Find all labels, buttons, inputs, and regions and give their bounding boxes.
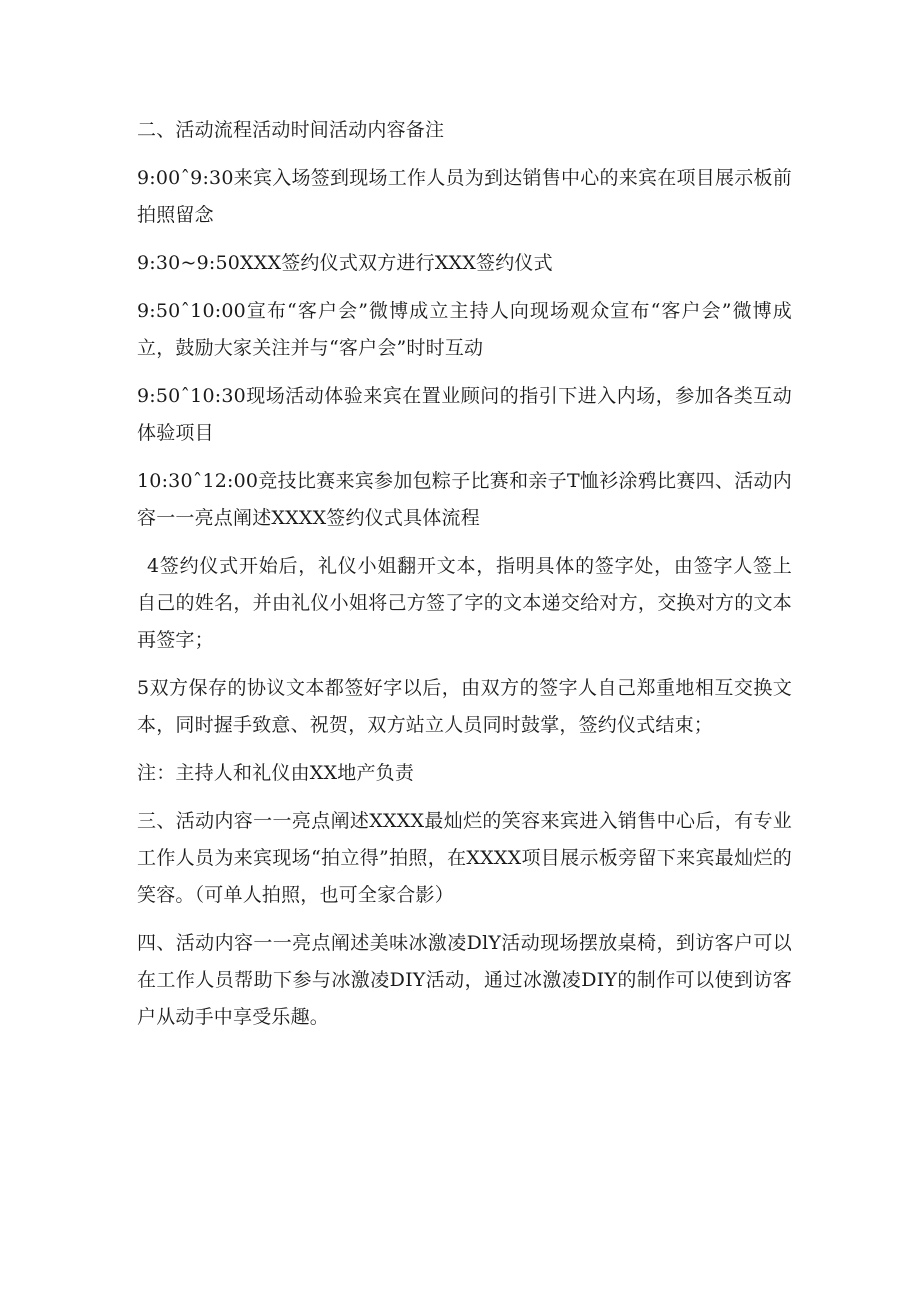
schedule-item-checkin: 9:00ˆ9:30来宾入场签到现场工作人员为到达销售中心的来宾在项目展示板前拍照留念	[137, 167, 792, 226]
document-body	[137, 112, 792, 1047]
section-heading-flow: 二、活动流程活动时间活动内容备注	[137, 119, 445, 141]
schedule-item-weibo: 9:50ˆ10:00宣布“客户会”微博成立主持人向现场观众宣布“客户会”微博成立，鼓励大家关注并与“客户会”时时互动	[137, 300, 792, 359]
signing-step-5: 5双方保存的协议文本都签好字以后，由双方的签字人自己郑重地相互交换文本，同时握手致意、祝贺，双方站立人员同时鼓掌，签约仪式结束；	[137, 677, 792, 736]
note-paragraph: 注：主持人和礼仪由XX地产负责	[137, 762, 415, 784]
schedule-item-competition: 10:30ˆ12:00竞技比赛来宾参加包粽子比赛和亲子T恤衫涂鸦比赛四、活动内容一一亮点阐述XXXX签约仪式具体流程	[137, 470, 792, 529]
section-smile-photo: 三、活动内容一一亮点阐述XXXX最灿烂的笑容来宾进入销售中心后，有专业工作人员为来宾现场“拍立得”拍照，在XXXX项目展示板旁留下来宾最灿烂的笑容。（可单人拍照，也可全家合影）	[137, 810, 792, 906]
section-icecream-diy: 四、活动内容一一亮点阐述美味冰激凌DlY活动现场摆放桌椅，到访客户可以在工作人员帮助下参与冰激凌DIY活动，通过冰激凌DIY的制作可以使到访客户从动手中享受乐趣。	[137, 932, 792, 1028]
signing-step-4: 4签约仪式开始后，礼仪小姐翻开文本，指明具体的签字处，由签字人签上自己的姓名，并由礼仪小姐将己方签了字的文本递交给对方，交换对方的文本再签字；	[137, 555, 792, 651]
schedule-item-signing: 9:30~9:50XXX签约仪式双方进行XXX签约仪式	[137, 252, 553, 274]
schedule-item-experience: 9:50ˆ10:30现场活动体验来宾在置业顾问的指引下进入内场，参加各类互动体验项目	[137, 385, 792, 444]
